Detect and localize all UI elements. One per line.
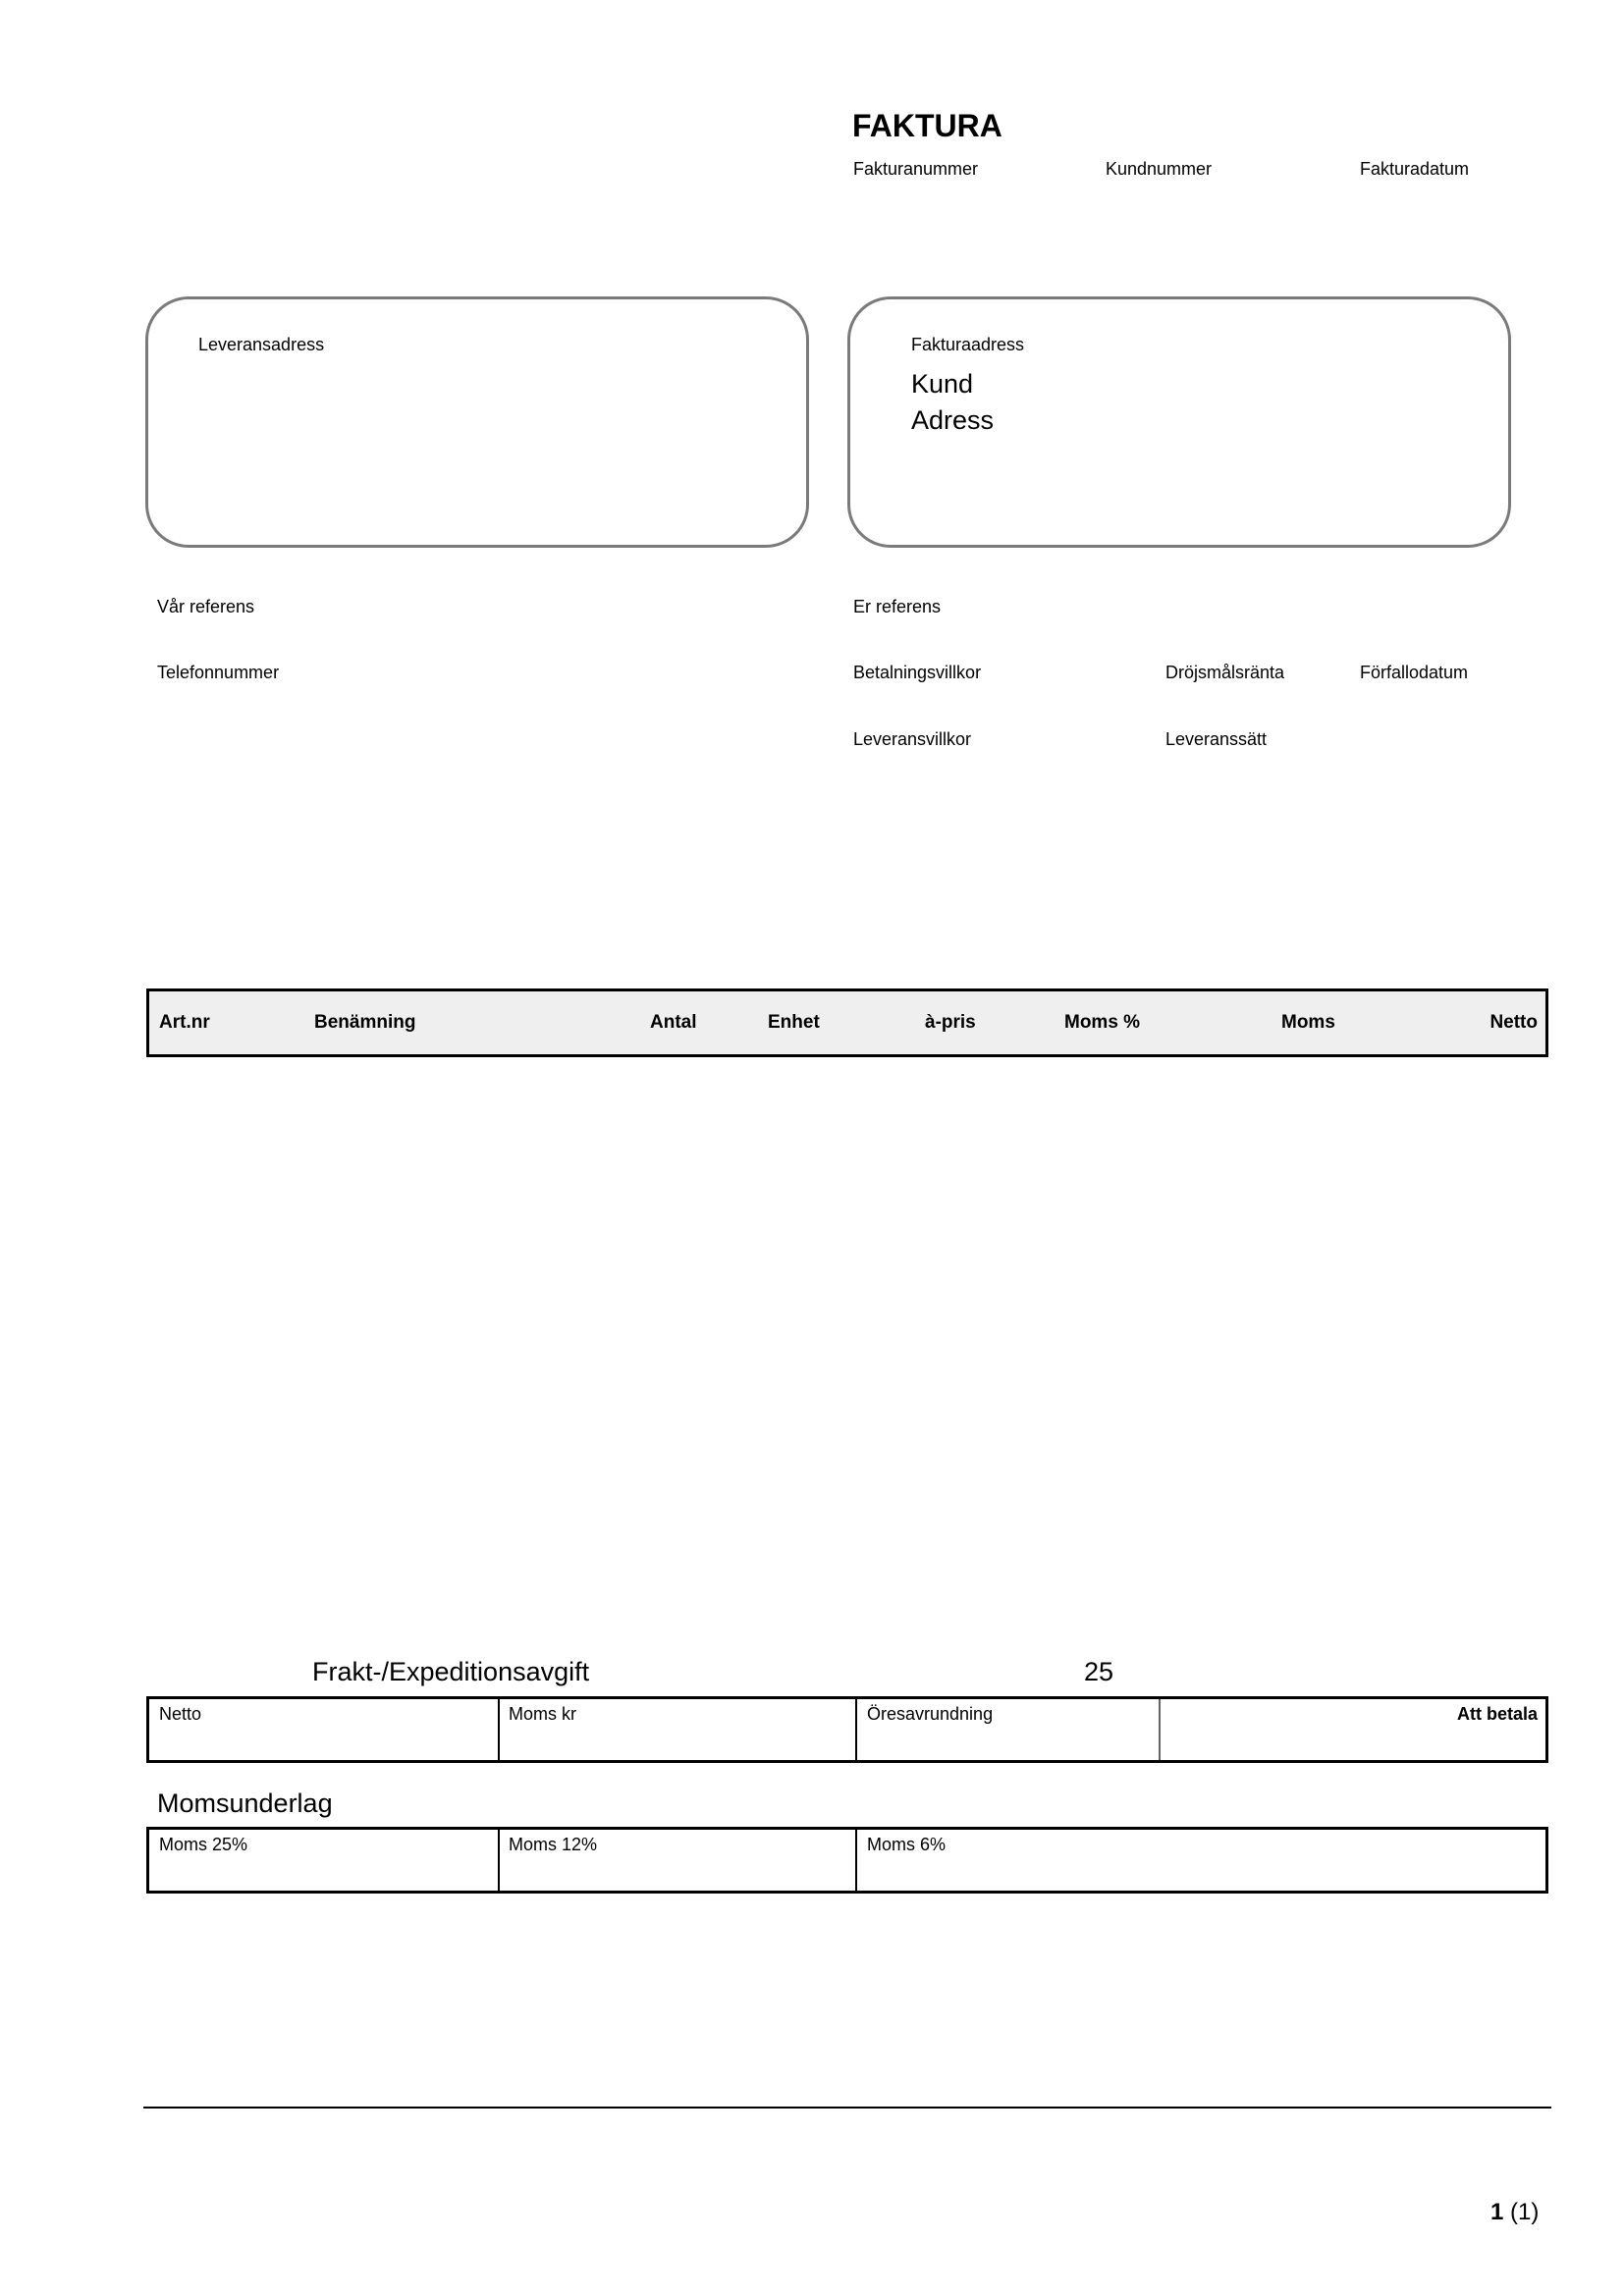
shipping-fee-label: Frakt-/Expeditionsavgift [312, 1657, 590, 1686]
customer-number-label: Kundnummer [1106, 159, 1213, 179]
items-table-header [146, 988, 1548, 1057]
totals-moms-kr-label: Moms kr [509, 1704, 576, 1724]
invoice-title: FAKTURA [852, 108, 1002, 143]
col-antal: Antal [650, 1012, 697, 1033]
vat-12-label: Moms 12% [509, 1835, 598, 1854]
vat-divider-2 [855, 1830, 857, 1891]
vat-basis-heading: Momsunderlag [157, 1789, 333, 1818]
totals-divider-2 [855, 1699, 857, 1760]
page-current: 1 [1490, 2199, 1504, 2225]
col-moms-percent: Moms % [1064, 1012, 1141, 1033]
delivery-method-label: Leveranssätt [1165, 729, 1268, 749]
due-date-label: Förfallodatum [1360, 663, 1469, 682]
totals-rounding-label: Öresavrundning [867, 1704, 994, 1724]
invoice-address-line2: Adress [911, 405, 995, 435]
page-total: (1) [1510, 2199, 1540, 2225]
col-a-pris: à-pris [925, 1012, 976, 1033]
vat-basis-table [146, 1827, 1548, 1894]
totals-netto-label: Netto [159, 1704, 202, 1724]
shipping-fee-value: 25 [1084, 1657, 1114, 1686]
totals-divider-3 [1159, 1699, 1161, 1760]
vat-divider-1 [498, 1830, 500, 1891]
totals-table [146, 1696, 1548, 1763]
col-enhet: Enhet [768, 1012, 820, 1033]
invoice-address-box [847, 296, 1511, 548]
col-netto: Netto [1489, 1012, 1538, 1033]
footer-rule [143, 2107, 1551, 2109]
our-reference-label: Vår referens [157, 597, 255, 616]
vat-6-label: Moms 6% [867, 1835, 947, 1854]
invoice-date-label: Fakturadatum [1360, 159, 1470, 179]
page-number [1490, 2199, 1539, 2226]
delivery-address-label: Leveransadress [198, 335, 325, 354]
delivery-terms-label: Leveransvillkor [853, 729, 972, 749]
phone-number-label: Telefonnummer [157, 663, 280, 682]
invoice-address-label: Fakturaadress [911, 335, 1025, 354]
col-art-nr: Art.nr [159, 1012, 210, 1033]
delivery-address-box [145, 296, 809, 548]
invoice-number-label: Fakturanummer [853, 159, 979, 179]
totals-to-pay-label: Att betala [1456, 1704, 1538, 1724]
vat-25-label: Moms 25% [159, 1835, 248, 1854]
col-benamning: Benämning [314, 1012, 416, 1033]
payment-terms-label: Betalningsvillkor [853, 663, 982, 682]
totals-divider-1 [498, 1699, 500, 1760]
late-interest-label: Dröjsmålsränta [1165, 663, 1285, 682]
col-moms: Moms [1281, 1012, 1335, 1033]
invoice-address-line1: Kund [911, 369, 974, 399]
your-reference-label: Er referens [853, 597, 942, 616]
